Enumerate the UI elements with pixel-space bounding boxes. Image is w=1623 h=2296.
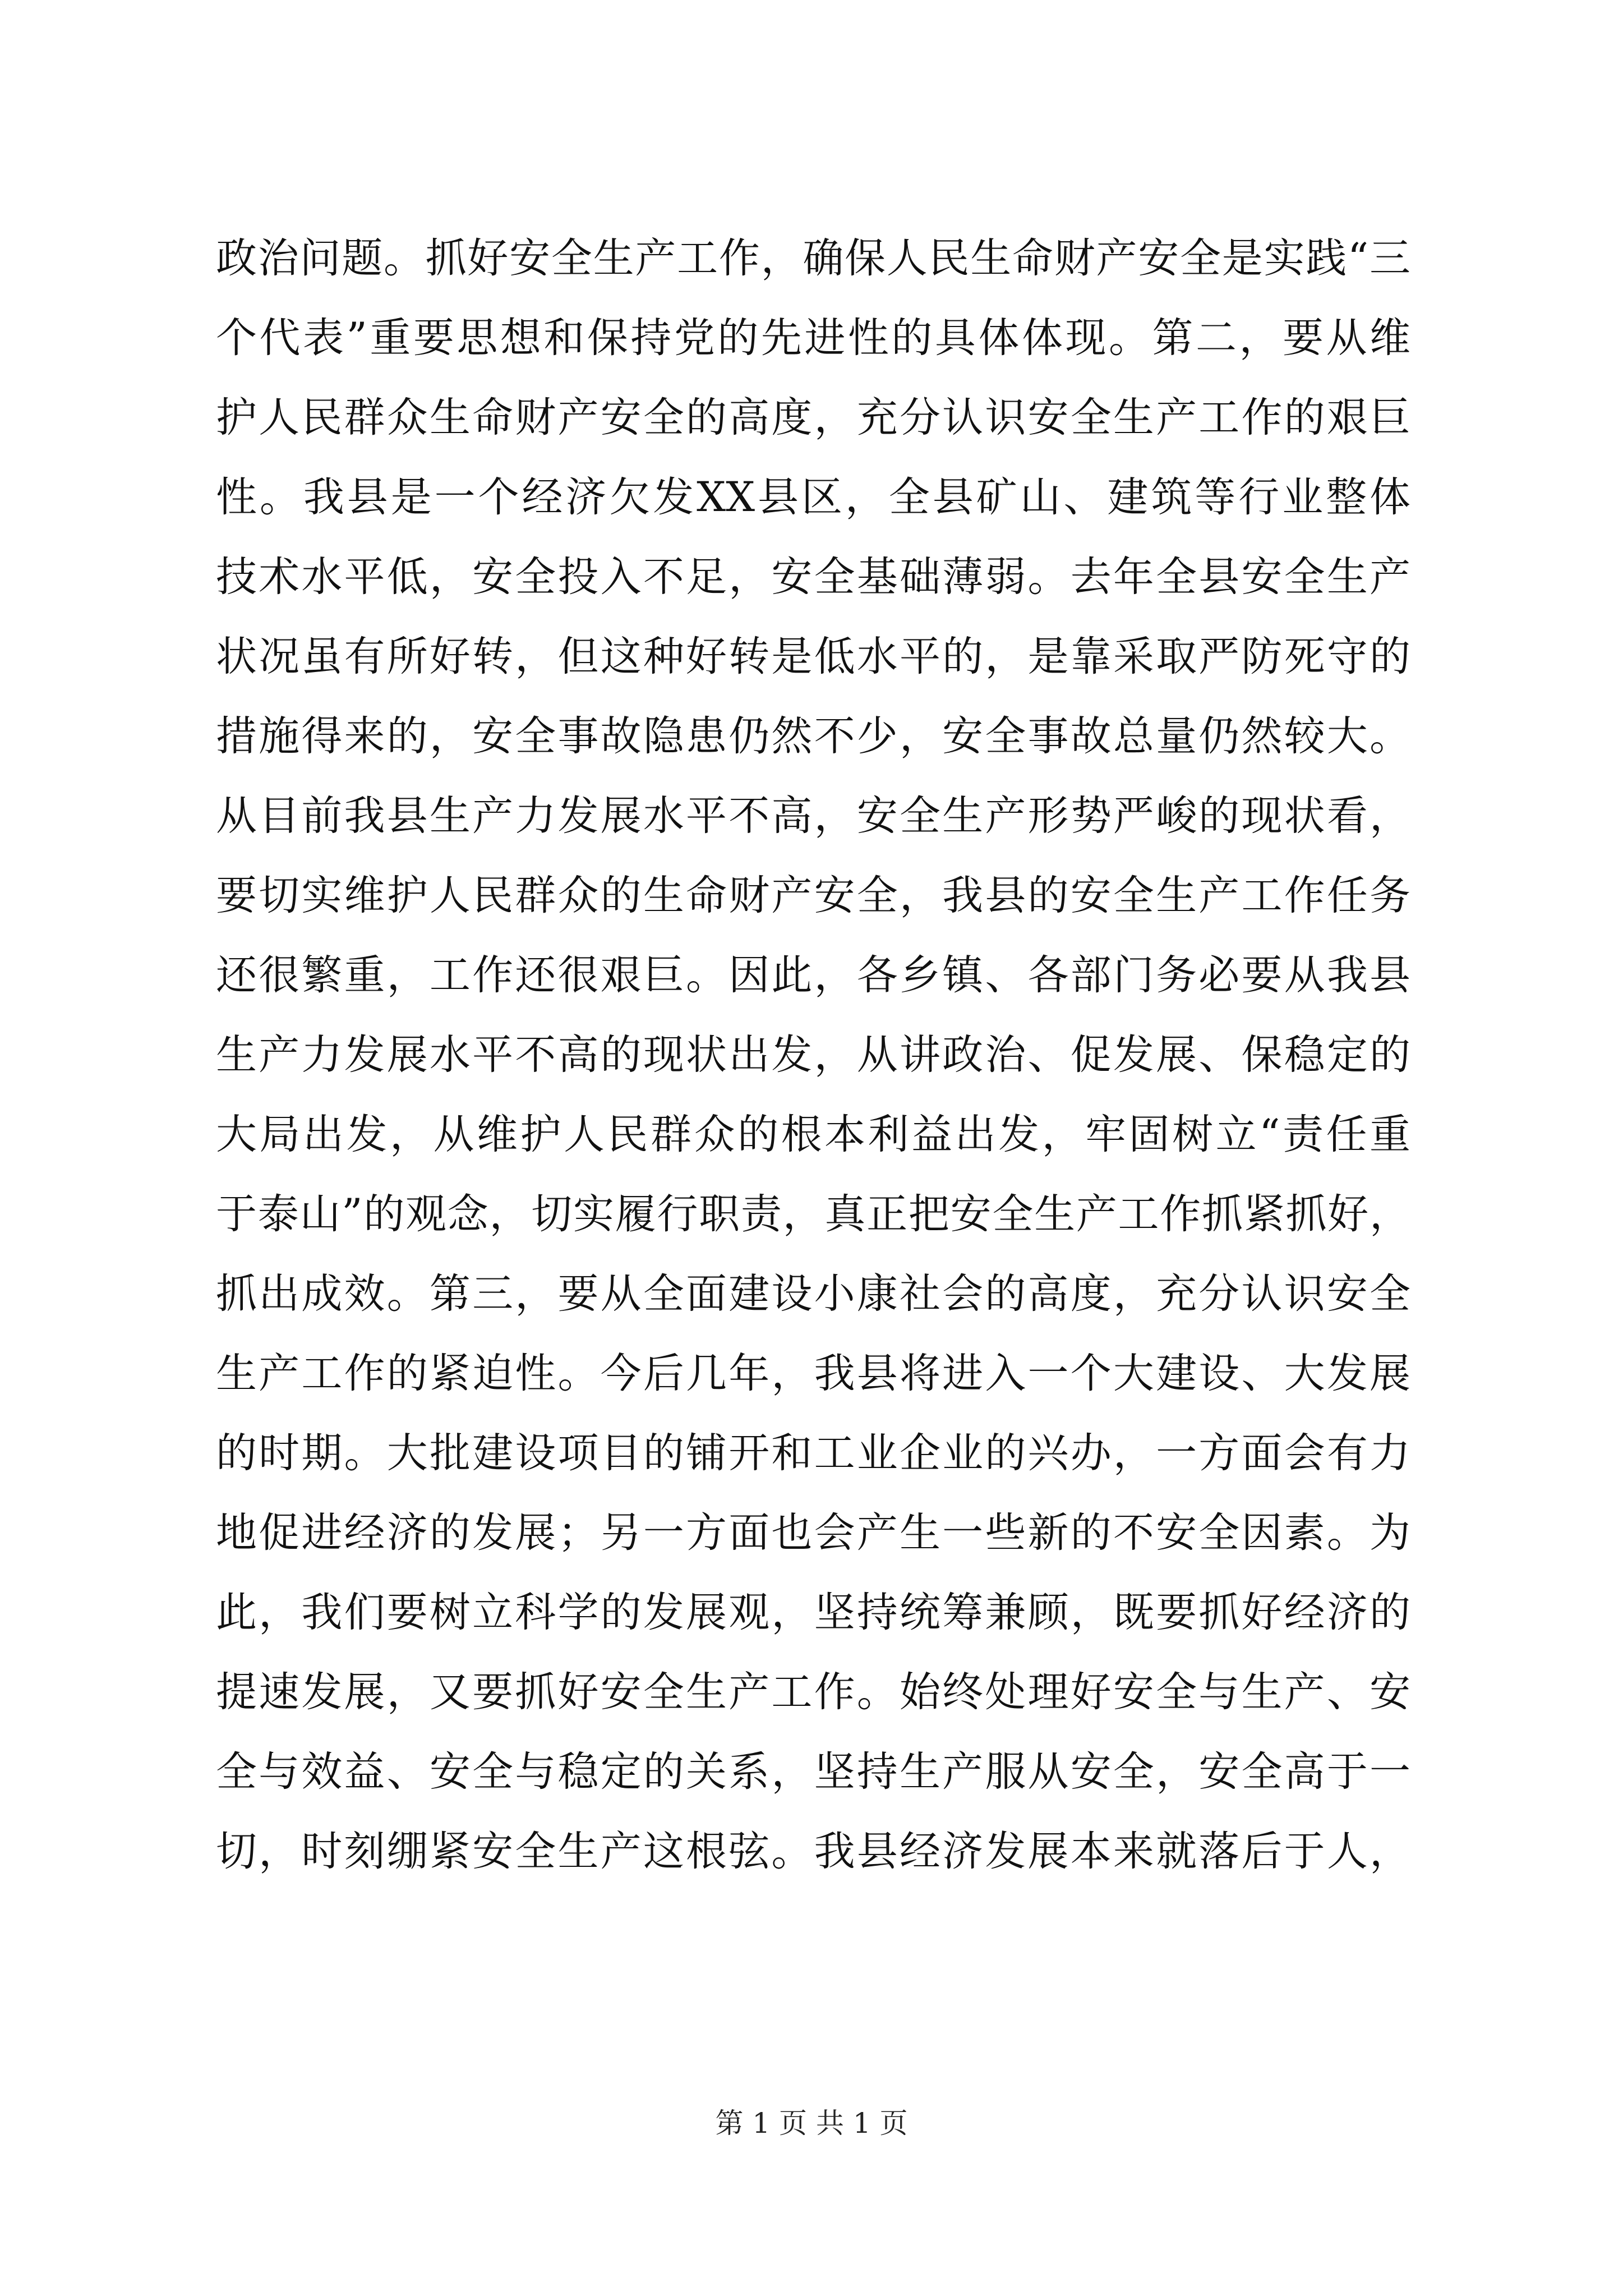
text-line: 于泰山”的观念，切实履行职责，真正把安全生产工作抓紧抓好， xyxy=(216,1190,1410,1238)
text-line: 生产力发展水平不高的现状出发，从讲政治、促发展、保稳定的 xyxy=(216,1031,1410,1079)
text-line: 此，我们要树立科学的发展观，坚持统筹兼顾，既要抓好经济的 xyxy=(216,1589,1410,1636)
page-footer: 第 1 页 共 1 页 xyxy=(715,2107,908,2139)
text-line: 抓出成效。第三，要从全面建设小康社会的高度，充分认识安全 xyxy=(216,1270,1410,1318)
text-line: 护人民群众生命财产安全的高度，充分认识安全生产工作的艰巨 xyxy=(216,394,1410,441)
text-line: 政治问题。抓好安全生产工作，确保人民生命财产安全是实践“三 xyxy=(216,234,1410,282)
text-line: 个代表”重要思想和保持党的先进性的具体体现。第二，要从维 xyxy=(216,314,1410,362)
text-line: 地促进经济的发展；另一方面也会产生一些新的不安全因素。为 xyxy=(216,1509,1410,1557)
text-line: 生产工作的紧迫性。今后几年，我县将进入一个大建设、大发展 xyxy=(216,1350,1410,1397)
text-line: 的时期。大批建设项目的铺开和工业企业的兴办，一方面会有力 xyxy=(216,1429,1410,1477)
text-line: 切，时刻绷紧安全生产这根弦。我县经济发展本来就落后于人， xyxy=(216,1828,1410,1875)
text-line: 大局出发，从维护人民群众的根本利益出发，牢固树立“责任重 xyxy=(216,1111,1410,1158)
text-line: 措施得来的，安全事故隐患仍然不少，安全事故总量仍然较大。 xyxy=(216,712,1410,760)
text-line: 性。我县是一个经济欠发XX县区，全县矿山、建筑等行业整体 xyxy=(216,473,1410,521)
text-line: 技术水平低，安全投入不足，安全基础薄弱。去年全县安全生产 xyxy=(216,553,1410,601)
body-text xyxy=(216,219,1410,1892)
text-line: 还很繁重，工作还很艰巨。因此，各乡镇、各部门务必要从我县 xyxy=(216,951,1410,999)
text-line: 从目前我县生产力发展水平不高，安全生产形势严峻的现状看， xyxy=(216,792,1410,840)
text-line: 全与效益、安全与稳定的关系，坚持生产服从安全，安全高于一 xyxy=(216,1748,1410,1796)
text-line: 提速发展，又要抓好安全生产工作。始终处理好安全与生产、安 xyxy=(216,1668,1410,1716)
text-line: 状况虽有所好转，但这种好转是低水平的，是靠采取严防死守的 xyxy=(216,633,1410,680)
text-line: 要切实维护人民群众的生命财产安全，我县的安全生产工作任务 xyxy=(216,872,1410,919)
